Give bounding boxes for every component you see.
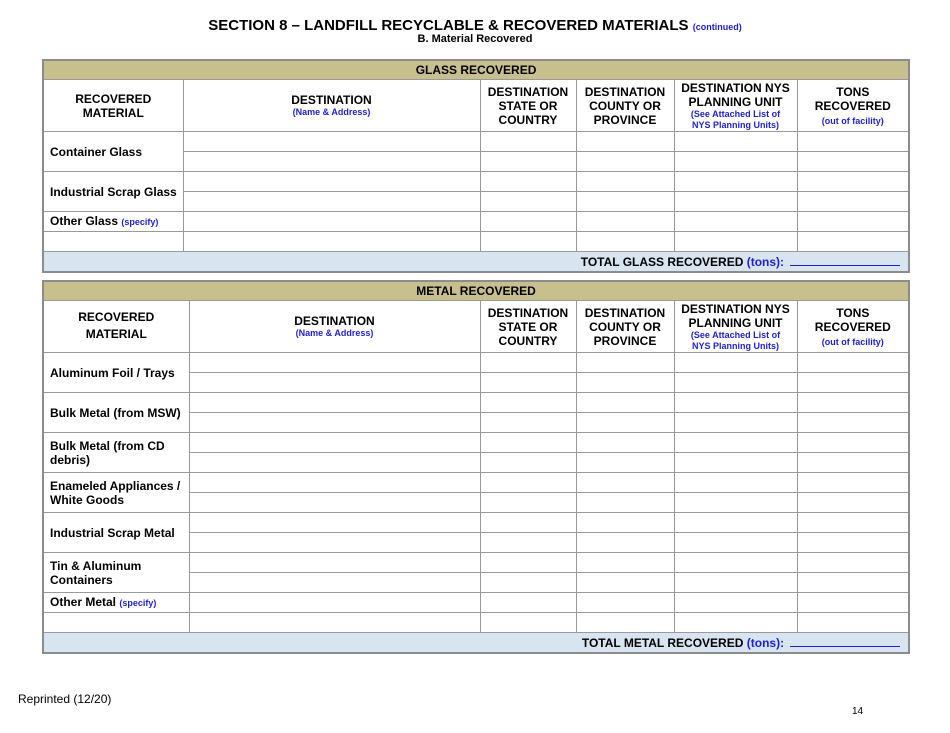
destination-field[interactable] <box>189 433 480 453</box>
section-subtitle: B. Material Recovered <box>417 33 533 45</box>
destination-field[interactable] <box>189 473 480 493</box>
county-field[interactable] <box>576 533 674 553</box>
material-label: Bulk Metal (from CD debris) <box>43 433 189 473</box>
nys-field[interactable] <box>674 373 797 393</box>
tons-field[interactable] <box>797 212 909 232</box>
material-label: Container Glass <box>43 132 183 172</box>
destination-field[interactable] <box>183 152 480 172</box>
county-field[interactable] <box>576 553 674 573</box>
state-field[interactable] <box>480 613 576 633</box>
metal-band: METAL RECOVERED <box>43 281 909 301</box>
destination-field[interactable] <box>183 172 480 192</box>
destination-field[interactable] <box>189 393 480 413</box>
other-glass-specify-field[interactable] <box>43 232 183 252</box>
destination-field[interactable] <box>189 453 480 473</box>
continued-label: (continued) <box>692 22 742 32</box>
county-field[interactable] <box>576 433 674 453</box>
county-field[interactable] <box>576 132 674 152</box>
destination-field[interactable] <box>189 353 480 373</box>
material-label: Aluminum Foil / Trays <box>43 353 189 393</box>
glass-total-row: TOTAL GLASS RECOVERED (tons): <box>43 252 909 273</box>
hdr-state: DESTINATION STATE OR COUNTRY <box>480 301 576 353</box>
hdr-county: DESTINATION COUNTY OR PROVINCE <box>576 301 674 353</box>
tons-field[interactable] <box>797 433 909 453</box>
state-field[interactable] <box>480 353 576 373</box>
state-field[interactable] <box>480 553 576 573</box>
nys-field[interactable] <box>674 353 797 373</box>
destination-field[interactable] <box>189 513 480 533</box>
glass-band: GLASS RECOVERED <box>43 60 909 80</box>
other-glass-label: Other Glass (specify) <box>43 212 183 232</box>
county-field[interactable] <box>576 513 674 533</box>
destination-field[interactable] <box>189 593 480 613</box>
nys-field[interactable] <box>674 553 797 573</box>
state-field[interactable] <box>480 132 576 152</box>
destination-field[interactable] <box>189 573 480 593</box>
tons-field[interactable] <box>797 593 909 613</box>
nys-field[interactable] <box>674 192 797 212</box>
nys-field[interactable] <box>674 513 797 533</box>
material-label: Tin & Aluminum Containers <box>43 553 189 593</box>
nys-field[interactable] <box>674 212 797 232</box>
nys-field[interactable] <box>674 132 797 152</box>
page-number: 14 <box>852 706 864 717</box>
county-field[interactable] <box>576 413 674 433</box>
state-field[interactable] <box>480 192 576 212</box>
tons-field[interactable] <box>797 393 909 413</box>
section-title <box>0 17 950 34</box>
county-field[interactable] <box>576 373 674 393</box>
nys-field[interactable] <box>674 393 797 413</box>
county-field[interactable] <box>576 453 674 473</box>
tons-field[interactable] <box>797 373 909 393</box>
other-metal-specify-field[interactable] <box>43 613 189 633</box>
tons-field[interactable] <box>797 473 909 493</box>
tons-field[interactable] <box>797 413 909 433</box>
nys-field[interactable] <box>674 172 797 192</box>
hdr-county: DESTINATION COUNTY OR PROVINCE <box>576 80 674 132</box>
hdr-state: DESTINATION STATE OR COUNTRY <box>480 80 576 132</box>
county-field[interactable] <box>576 593 674 613</box>
state-field[interactable] <box>480 473 576 493</box>
state-field[interactable] <box>480 573 576 593</box>
hdr-destination: DESTINATION (Name & Address) <box>189 301 480 353</box>
state-field[interactable] <box>480 433 576 453</box>
nys-field[interactable] <box>674 453 797 473</box>
county-field[interactable] <box>576 172 674 192</box>
hdr-nys: DESTINATION NYS PLANNING UNIT (See Attached List of NYS Planning Units) <box>674 301 797 353</box>
tons-field[interactable] <box>797 513 909 533</box>
tons-field[interactable] <box>797 533 909 553</box>
county-field[interactable] <box>576 493 674 513</box>
nys-field[interactable] <box>674 573 797 593</box>
metal-total-row: TOTAL METAL RECOVERED (tons): <box>43 633 909 654</box>
material-label: Bulk Metal (from MSW) <box>43 393 189 433</box>
material-label: Industrial Scrap Metal <box>43 513 189 553</box>
material-label: Enameled Appliances / White Goods <box>43 473 189 513</box>
state-field[interactable] <box>480 393 576 413</box>
state-field[interactable] <box>480 493 576 513</box>
county-field[interactable] <box>576 152 674 172</box>
tons-field[interactable] <box>797 353 909 373</box>
material-label: Industrial Scrap Glass <box>43 172 183 212</box>
destination-field[interactable] <box>183 192 480 212</box>
section-title-text: SECTION 8 – LANDFILL RECYCLABLE & RECOVERED MATERIALS <box>208 17 689 34</box>
reprinted-note: Reprinted (12/20) <box>18 692 112 706</box>
county-field[interactable] <box>576 192 674 212</box>
hdr-material: RECOVERED MATERIAL <box>43 301 189 353</box>
tons-field[interactable] <box>797 553 909 573</box>
hdr-nys: DESTINATION NYS PLANNING UNIT (See Attached List of NYS Planning Units) <box>674 80 797 132</box>
destination-field[interactable] <box>189 493 480 513</box>
destination-field[interactable] <box>183 212 480 232</box>
state-field[interactable] <box>480 232 576 252</box>
county-field[interactable] <box>576 353 674 373</box>
county-field[interactable] <box>576 613 674 633</box>
hdr-tons: TONS RECOVERED (out of facility) <box>797 301 909 353</box>
hdr-tons: TONS RECOVERED (out of facility) <box>797 80 909 132</box>
destination-field[interactable] <box>189 613 480 633</box>
tons-field[interactable] <box>797 132 909 152</box>
nys-field[interactable] <box>674 232 797 252</box>
metal-table <box>42 280 910 654</box>
state-field[interactable] <box>480 413 576 433</box>
tons-field[interactable] <box>797 573 909 593</box>
destination-field[interactable] <box>189 553 480 573</box>
tons-field[interactable] <box>797 493 909 513</box>
nys-field[interactable] <box>674 413 797 433</box>
nys-field[interactable] <box>674 152 797 172</box>
hdr-destination: DESTINATION (Name & Address) <box>183 80 480 132</box>
tons-field[interactable] <box>797 192 909 212</box>
state-field[interactable] <box>480 373 576 393</box>
tons-field[interactable] <box>797 232 909 252</box>
other-metal-label: Other Metal (specify) <box>43 593 189 613</box>
nys-field[interactable] <box>674 473 797 493</box>
tons-field[interactable] <box>797 152 909 172</box>
nys-field[interactable] <box>674 533 797 553</box>
nys-field[interactable] <box>674 493 797 513</box>
nys-field[interactable] <box>674 593 797 613</box>
state-field[interactable] <box>480 533 576 553</box>
destination-field[interactable] <box>183 132 480 152</box>
county-field[interactable] <box>576 573 674 593</box>
metal-total-field[interactable] <box>790 635 900 647</box>
state-field[interactable] <box>480 212 576 232</box>
nys-field[interactable] <box>674 613 797 633</box>
glass-total-field[interactable] <box>790 254 900 266</box>
state-field[interactable] <box>480 172 576 192</box>
state-field[interactable] <box>480 513 576 533</box>
state-field[interactable] <box>480 593 576 613</box>
county-field[interactable] <box>576 232 674 252</box>
destination-field[interactable] <box>189 413 480 433</box>
county-field[interactable] <box>576 212 674 232</box>
destination-field[interactable] <box>189 533 480 553</box>
county-field[interactable] <box>576 393 674 413</box>
hdr-material: RECOVERED MATERIAL <box>43 80 183 132</box>
state-field[interactable] <box>480 453 576 473</box>
tons-field[interactable] <box>797 613 909 633</box>
tons-field[interactable] <box>797 172 909 192</box>
destination-field[interactable] <box>189 373 480 393</box>
county-field[interactable] <box>576 473 674 493</box>
destination-field[interactable] <box>183 232 480 252</box>
state-field[interactable] <box>480 152 576 172</box>
tons-field[interactable] <box>797 453 909 473</box>
nys-field[interactable] <box>674 433 797 453</box>
glass-table <box>42 59 910 273</box>
